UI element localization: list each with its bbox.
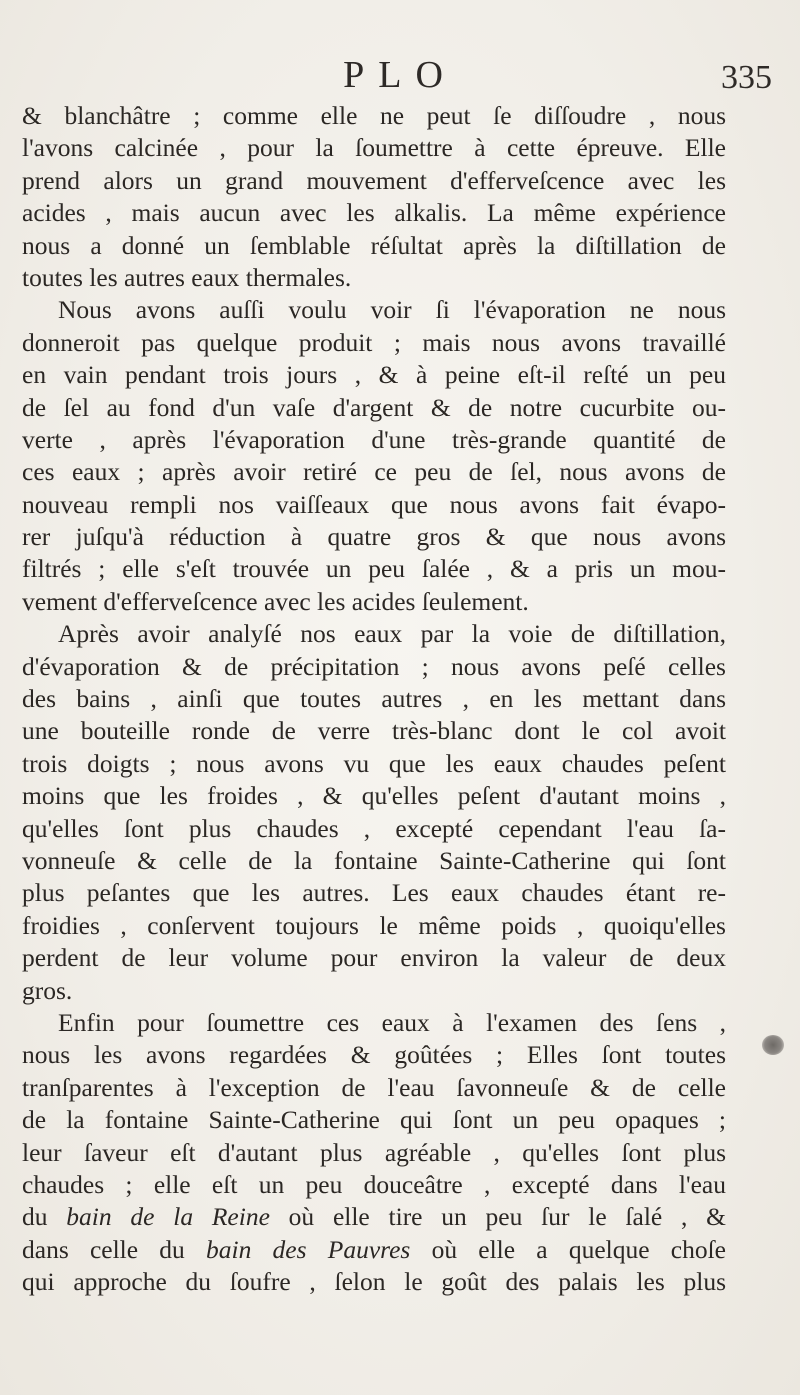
body-text xyxy=(22,100,726,1298)
text-line: d'évaporation & de précipitation ; nous avons peſé celles xyxy=(22,651,726,681)
italic-place-name: bain de la Reine xyxy=(66,1202,270,1232)
ink-spot xyxy=(762,1035,784,1055)
text-run: où elle tire un peu ſur le ſalé , & xyxy=(269,1202,726,1232)
text-line: donneroit pas quelque produit ; mais nous avons travaillé xyxy=(22,327,726,357)
text-line: ces eaux ; après avoir retiré ce peu de ſel, nous avons de xyxy=(22,457,726,487)
text-line: prend alors un grand mouvement d'efferveſcence avec les xyxy=(22,165,726,195)
text-line: Après avoir analyſé nos eaux par la voie de diſtillation, xyxy=(58,619,726,649)
paragraph xyxy=(22,618,726,1007)
text-line: froidies , conſervent toujours le même poids , quoiqu'elles xyxy=(22,910,726,940)
text-line: Enfin pour ſoumettre ces eaux à l'examen des ſens , xyxy=(58,1007,726,1037)
text-line: de la fontaine Sainte-Catherine qui ſont un peu opaques ; xyxy=(22,1105,726,1135)
text-line: l'avons calcinée , pour la ſoumettre à cette épreuve. Elle xyxy=(22,133,726,163)
text-line: des bains , ainſi que toutes autres , en les mettant dans xyxy=(22,684,726,714)
text-line: moins que les froides , & qu'elles peſent d'autant moins , xyxy=(22,781,726,811)
italic-place-name: bain des Pauvres xyxy=(206,1234,411,1264)
text-line: rer juſqu'à réduction à quatre gros & que nous avons xyxy=(22,522,726,552)
text-run: dans celle du xyxy=(22,1234,206,1264)
text-line: qu'elles ſont plus chaudes , excepté cependant l'eau ſa- xyxy=(22,813,726,843)
text-line: de ſel au fond d'un vaſe d'argent & de notre cucurbite ou- xyxy=(22,392,726,422)
text-line: nouveau rempli nos vaiſſeaux que nous avons fait évapo- xyxy=(22,489,726,519)
text-line: Nous avons auſſi voulu voir ſi l'évaporation ne nous xyxy=(58,295,726,325)
text-line: gros. xyxy=(22,975,73,1005)
text-line: nous les avons regardées & goûtées ; Elles ſont toutes xyxy=(22,1040,726,1070)
text-run: du xyxy=(22,1202,67,1232)
text-line: vement d'efferveſcence avec les acides ſeulement. xyxy=(22,586,529,616)
text-line: trois doigts ; nous avons vu que les eaux chaudes peſent xyxy=(22,748,726,778)
page-header xyxy=(0,52,800,102)
text-run: où elle a quelque choſe xyxy=(410,1234,726,1264)
text-line: qui approche du ſoufre , ſelon le goût des palais les plus xyxy=(22,1267,726,1297)
text-line: & blanchâtre ; comme elle ne peut ſe diſſoudre , nous xyxy=(22,101,726,130)
text-line: vonneuſe & celle de la fontaine Sainte-Catherine qui ſont xyxy=(22,845,726,875)
text-line: nous a donné un ſemblable réſultat après la diſtillation de xyxy=(22,230,726,260)
text-line: tranſparentes à l'exception de l'eau ſavonneuſe & de celle xyxy=(22,1072,726,1102)
paragraph xyxy=(22,294,726,618)
text-line: leur ſaveur eſt d'autant plus agréable , qu'elles ſont plus xyxy=(22,1137,726,1167)
text-line: une bouteille ronde de verre très-blanc dont le col avoit xyxy=(22,716,726,746)
text-line: filtrés ; elle s'eſt trouvée un peu ſalée , & a pris un mou- xyxy=(22,554,726,584)
text-line: chaudes ; elle eſt un peu douceâtre , excepté dans l'eau xyxy=(22,1169,726,1199)
text-line: verte , après l'évaporation d'une très-grande quantité de xyxy=(22,424,726,454)
text-line: toutes les autres eaux thermales. xyxy=(22,262,352,292)
text-line: perdent de leur volume pour environ la valeur de deux xyxy=(22,943,726,973)
paragraph xyxy=(22,1007,726,1299)
text-line: plus peſantes que les autres. Les eaux chaudes étant re- xyxy=(22,878,726,908)
running-head: PLO xyxy=(343,54,457,96)
page-number: 335 xyxy=(721,59,772,96)
text-line xyxy=(22,1201,726,1233)
text-line: en vain pendant trois jours , & à peine eſt-il reſté un peu xyxy=(22,360,726,390)
text-line xyxy=(22,1234,726,1266)
text-line: acides , mais aucun avec les alkalis. La même expérience xyxy=(22,198,726,228)
paragraph xyxy=(22,100,726,294)
